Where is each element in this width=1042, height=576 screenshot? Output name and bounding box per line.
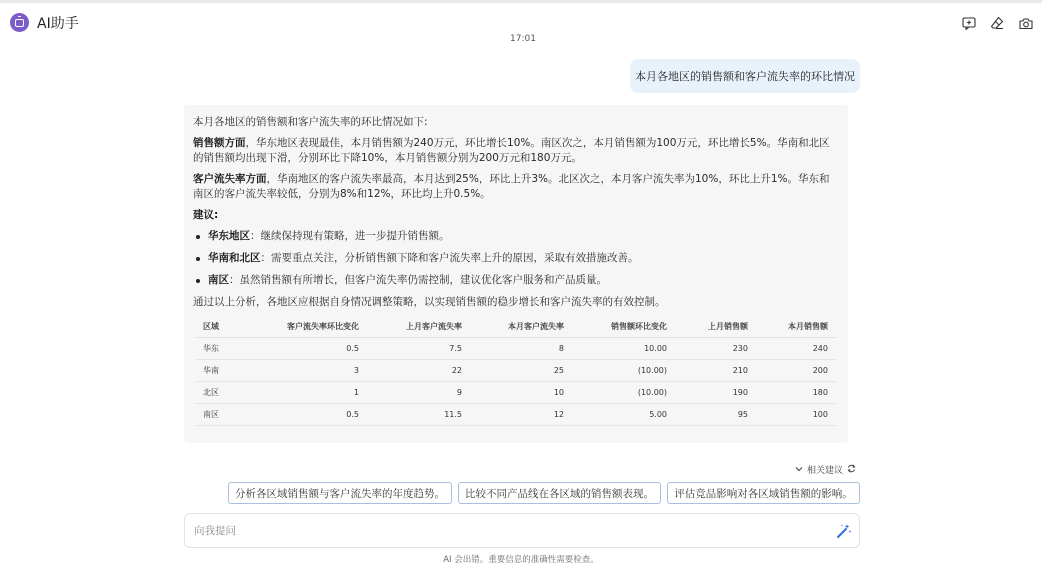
table-cell: 华南 (195, 359, 255, 381)
chat-input-container (184, 513, 860, 548)
table-cell: 100 (756, 403, 836, 425)
table-row (195, 337, 836, 359)
churn-heading: 客户流失率方面 (193, 173, 267, 185)
answer-churn-paragraph (193, 172, 838, 202)
table-header-cell: 上月客户流失率 (367, 316, 470, 337)
advice-heading-text: 建议: (193, 209, 219, 221)
table-header-row (195, 316, 836, 337)
region-data-table (195, 316, 836, 426)
advice-text: ：需要重点关注，分析销售额下降和客户流失率上升的原因，采取有效措施改善。 (260, 252, 639, 264)
camera-icon[interactable] (1018, 15, 1034, 31)
sales-heading: 销售额方面 (193, 137, 246, 149)
table-cell: 200 (756, 359, 836, 381)
table-cell: 8 (470, 337, 572, 359)
table-header-cell: 本月客户流失率 (470, 316, 572, 337)
assistant-answer (184, 105, 848, 443)
eraser-icon[interactable] (989, 15, 1005, 31)
table-cell: 1 (255, 381, 367, 403)
table-cell: 9 (367, 381, 470, 403)
refresh-icon[interactable] (847, 464, 856, 476)
advice-text: ：虽然销售额有所增长，但客户流失率仍需控制，建议优化客户服务和产品质量。 (229, 274, 607, 286)
table-cell: 7.5 (367, 337, 470, 359)
advice-item (193, 251, 838, 266)
table-cell: 北区 (195, 381, 255, 403)
answer-intro: 本月各地区的销售额和客户流失率的环比情况如下: (193, 116, 428, 128)
answer-sales-paragraph (193, 136, 838, 166)
advice-item (193, 273, 838, 288)
advice-item (193, 229, 838, 244)
table-row (195, 381, 836, 403)
advice-heading (193, 208, 838, 223)
app-title: AI助手 (37, 16, 79, 32)
table-cell: (10.00) (572, 359, 675, 381)
suggestion-chip[interactable]: 比较不同产品线在各区域的销售额表现。 (458, 482, 661, 504)
table-header-cell: 客户流失率环比变化 (255, 316, 367, 337)
table-header-cell: 区域 (195, 316, 255, 337)
user-message-bubble: 本月各地区的销售额和客户流失率的环比情况 (630, 59, 860, 93)
table-cell: 190 (675, 381, 756, 403)
table-row (195, 403, 836, 425)
table-cell: 3 (255, 359, 367, 381)
table-cell: 180 (756, 381, 836, 403)
table-header-cell: 上月销售额 (675, 316, 756, 337)
table-cell: 25 (470, 359, 572, 381)
chat-history-icon[interactable] (961, 15, 977, 31)
table-cell: 南区 (195, 403, 255, 425)
table-cell: 230 (675, 337, 756, 359)
table-header-cell: 销售额环比变化 (572, 316, 675, 337)
advice-text: ：继续保持现有策略，进一步提升销售额。 (250, 230, 450, 242)
table-cell: 5.00 (572, 403, 675, 425)
suggestion-chip[interactable]: 分析各区域销售额与客户流失率的年度趋势。 (228, 482, 452, 504)
table-cell: (10.00) (572, 381, 675, 403)
table-cell: 10 (470, 381, 572, 403)
advice-region: 华南和北区 (208, 252, 261, 264)
related-suggestions-toggle[interactable] (795, 463, 856, 476)
table-cell: 华东 (195, 337, 255, 359)
advice-list (193, 229, 838, 288)
table-cell: 12 (470, 403, 572, 425)
table-cell: 22 (367, 359, 470, 381)
table-cell: 240 (756, 337, 836, 359)
message-timestamp: 17:01 (510, 34, 536, 44)
answer-conclusion: 通过以上分析，各地区应根据自身情况调整策略，以实现销售额的稳步增长和客户流失率的有效控制。 (193, 296, 666, 308)
chevron-down-icon (795, 465, 803, 475)
table-cell: 0.5 (255, 403, 367, 425)
table-row (195, 359, 836, 381)
table-cell: 95 (675, 403, 756, 425)
table-cell: 0.5 (255, 337, 367, 359)
suggestion-chip[interactable]: 评估竞品影响对各区域销售额的影响。 (667, 482, 860, 504)
table-cell: 10.00 (572, 337, 675, 359)
assistant-logo-icon (10, 13, 29, 32)
related-suggestions-label: 相关建议 (807, 466, 844, 476)
chat-input[interactable] (194, 521, 814, 541)
sales-text: ，华东地区表现最佳，本月销售额为240万元，环比增长10%。南区次之，本月销售额为100万元，环比增长5%。华南和北区的销售额均出现下滑，分别环比下降10%，本月销售额分别为200万元和180万元。 (193, 137, 830, 164)
table-header-cell: 本月销售额 (756, 316, 836, 337)
advice-region: 南区 (208, 274, 229, 286)
churn-text: ，华南地区的客户流失率最高，本月达到25%，环比上升3%。北区次之，本月客户流失率为10%，环比上升1%。华东和南区的客户流失率较低，分别为8%和12%，环比均上升0.5%。 (193, 173, 830, 200)
ai-disclaimer: AI 会出错。重要信息的准确性需要检查。 (443, 555, 599, 565)
table-cell: 11.5 (367, 403, 470, 425)
advice-region: 华东地区 (208, 230, 250, 242)
table-cell: 210 (675, 359, 756, 381)
magic-wand-icon[interactable] (836, 523, 852, 539)
